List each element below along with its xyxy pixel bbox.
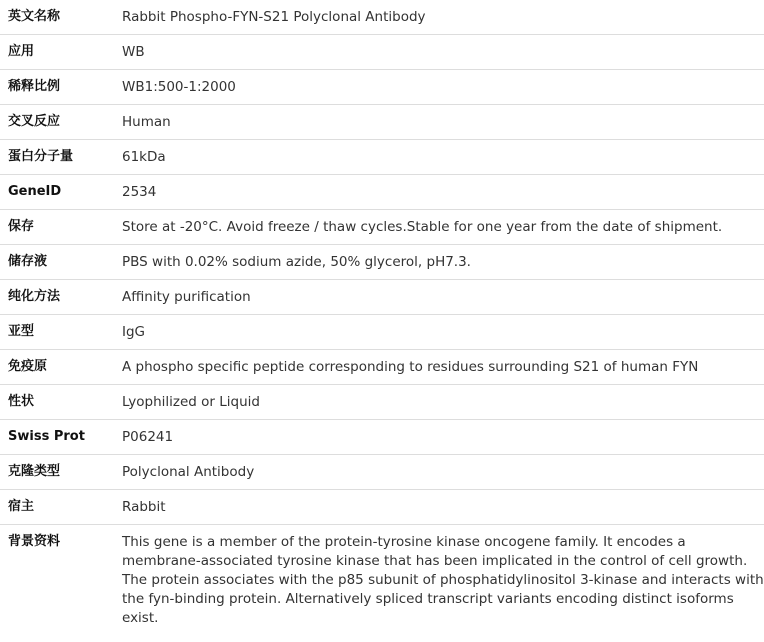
spec-key: 亚型 xyxy=(0,315,115,350)
spec-key: 性状 xyxy=(0,385,115,420)
spec-value: Human xyxy=(115,105,764,140)
spec-key: GeneID xyxy=(0,175,115,210)
spec-key: 交叉反应 xyxy=(0,105,115,140)
spec-key: 应用 xyxy=(0,35,115,70)
spec-key: 蛋白分子量 xyxy=(0,140,115,175)
spec-row-background xyxy=(0,525,764,642)
spec-key: Swiss Prot xyxy=(0,420,115,455)
spec-row-molecular-weight xyxy=(0,140,764,175)
spec-row-english-name xyxy=(0,0,764,35)
spec-key: 克隆类型 xyxy=(0,455,115,490)
spec-value: P06241 xyxy=(115,420,764,455)
spec-value: Store at -20°C. Avoid freeze / thaw cycles.Stable for one year from the date of shipment. xyxy=(115,210,764,245)
spec-value: Affinity purification xyxy=(115,280,764,315)
spec-key: 储存液 xyxy=(0,245,115,280)
spec-key: 纯化方法 xyxy=(0,280,115,315)
spec-value: IgG xyxy=(115,315,764,350)
spec-value: WB1:500-1:2000 xyxy=(115,70,764,105)
spec-key: 英文名称 xyxy=(0,0,115,35)
spec-row-buffer xyxy=(0,245,764,280)
spec-row-clonality xyxy=(0,455,764,490)
spec-value: Rabbit Phospho-FYN-S21 Polyclonal Antibody xyxy=(115,0,764,35)
spec-row-isotype xyxy=(0,315,764,350)
spec-row-host xyxy=(0,490,764,525)
spec-key: 背景资料 xyxy=(8,534,61,549)
spec-row-purification xyxy=(0,280,764,315)
spec-value: 61kDa xyxy=(115,140,764,175)
spec-value: PBS with 0.02% sodium azide, 50% glycerol, pH7.3. xyxy=(115,245,764,280)
spec-value: Polyclonal Antibody xyxy=(115,455,764,490)
spec-value: 2534 xyxy=(115,175,764,210)
spec-key: 免疫原 xyxy=(0,350,115,385)
spec-row-application xyxy=(0,35,764,70)
spec-row-swiss-prot xyxy=(0,420,764,455)
spec-value: This gene is a member of the protein-tyrosine kinase oncogene family. It encodes a membrane-associated tyrosine kinase that has been implicated in the control of cell growth. The protein associates with the p85 subunit of phosphatidylinositol 3-kinase and interacts with the fyn-binding protein. Alternatively spliced transcript variants encoding distinct isoforms exist. xyxy=(122,534,764,626)
spec-value: Lyophilized or Liquid xyxy=(115,385,764,420)
spec-value: WB xyxy=(115,35,764,70)
spec-row-storage xyxy=(0,210,764,245)
spec-value: Rabbit xyxy=(115,490,764,525)
spec-row-reactivity xyxy=(0,105,764,140)
spec-row-immunogen xyxy=(0,350,764,385)
spec-key: 保存 xyxy=(0,210,115,245)
spec-row-dilution xyxy=(0,70,764,105)
spec-row-form xyxy=(0,385,764,420)
spec-row-gene-id xyxy=(0,175,764,210)
spec-key: 宿主 xyxy=(0,490,115,525)
spec-value: A phospho specific peptide corresponding to residues surrounding S21 of human FYN xyxy=(115,350,764,385)
spec-key: 稀释比例 xyxy=(0,70,115,105)
